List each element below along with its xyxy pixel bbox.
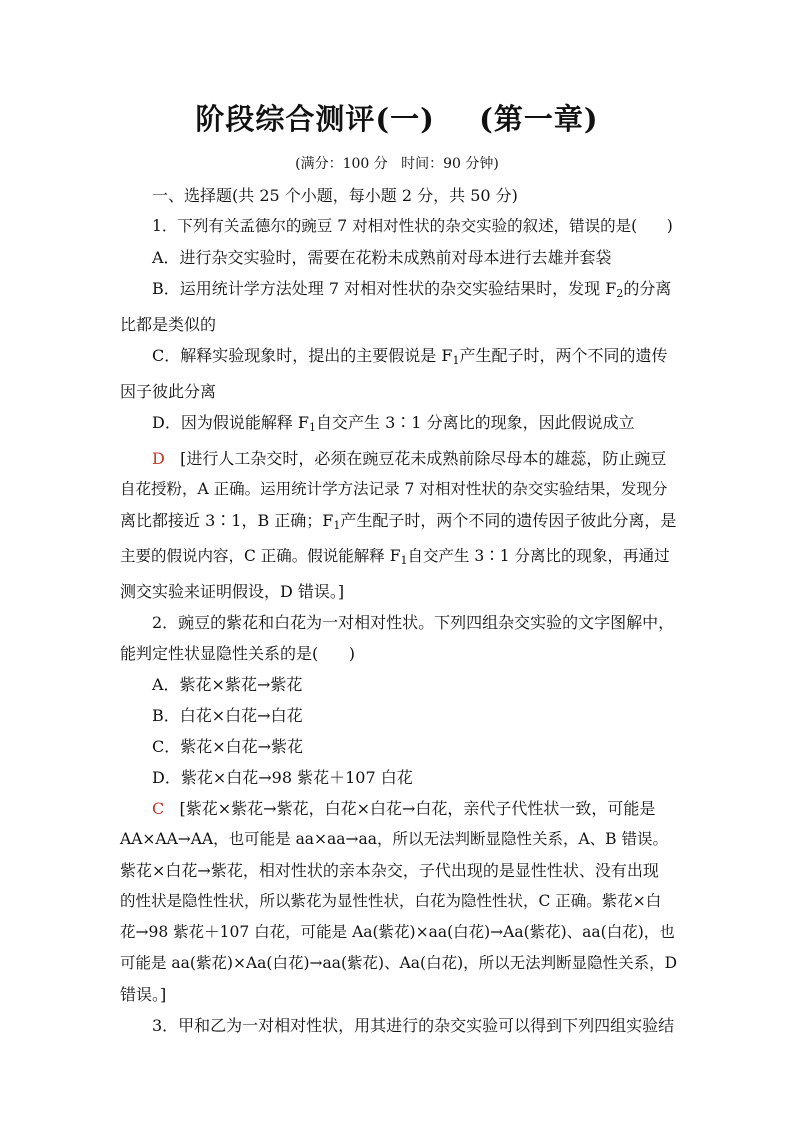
subscript: 1 [309, 421, 317, 434]
question-2-explanation-line1 [120, 793, 676, 824]
question-2-stem-line1: 2．豌豆的紫花和白花为一对相对性状。下列四组杂交实验的文字图解中， [152, 613, 675, 632]
answer-letter: C [152, 799, 165, 818]
subscript: 1 [333, 519, 341, 532]
question-2-option-c: C．紫花×白花→紫花 [152, 737, 304, 756]
question-1-stem: 1．下列有关孟德尔的豌豆 7 对相对性状的杂交实验的叙述，错误的是( ) [152, 217, 673, 235]
question-1-explanation-line4 [120, 541, 676, 576]
question-2-explanation-line4: 的性状是隐性性状，所以紫花为显性性状，白花为隐性性状，C 正确。紫花×白 [120, 892, 662, 910]
section-heading: 一、选择题(共 25 个小题，每小题 2 分，共 50 分) [152, 186, 518, 205]
question-3-stem-line1: 3．甲和乙为一对相对性状，用其进行的杂交实验可以得到下列四组实验结 [152, 1016, 675, 1035]
question-2-option-b: B．白花×白花→白花 [152, 706, 303, 725]
explanation-text: 产生配子时，两个不同的遗传因子彼此分离，是 [340, 511, 677, 530]
question-1-option-c-line2: 因子彼此分离 [120, 382, 217, 401]
question-1-option-b-line2: 比都是类似的 [120, 315, 217, 334]
question-2-stem-line2: 能判定性状显隐性关系的是( ) [120, 644, 356, 663]
question-1-explanation-line3 [120, 505, 676, 541]
option-text: 的分离 [623, 279, 672, 298]
question-2-explanation-line3: 紫花×白花→紫花，相对性状的亲本杂交，子代出现的是显性性状、没有出现 [120, 861, 659, 880]
option-text: B．运用统计学方法处理 7 对相对性状的杂交实验结果时，发现 F [152, 279, 617, 298]
question-1-explanation-line1 [120, 443, 676, 474]
question-2-explanation-line6: 可能是 aa(紫花)×Aa(白花)→aa(紫花)、Aa(白花)，所以无法判断显隐性关系，D [120, 954, 678, 972]
question-1-explanation-line2: 自花授粉，A 正确。运用统计学方法记录 7 对相对性状的杂交实验结果，发现分 [120, 480, 668, 498]
option-text: C．解释实验现象时，提出的主要假说是 F [152, 346, 453, 365]
question-2-explanation-line7: 错误。] [120, 985, 167, 1004]
option-text: 产生配子时，两个不同的遗传 [459, 346, 668, 365]
subscript: 2 [616, 287, 624, 300]
question-1-explanation-line5: 测交实验来证明假设，D 错误。] [120, 582, 345, 601]
explanation-text: [进行人工杂交时，必须在豌豆花未成熟前除尽母本的雄蕊，防止豌豆 [180, 449, 667, 468]
question-1-option-d [120, 407, 676, 443]
document-body [120, 180, 676, 1041]
question-1-option-a: A．进行杂交实验时，需要在花粉未成熟前对母本进行去雄并套袋 [152, 248, 612, 267]
page-title: 阶段综合测评(一) (第一章) [195, 102, 599, 136]
question-1-option-c-line1 [120, 340, 676, 376]
explanation-text: 离比都接近 3∶1，B 正确；F [120, 511, 334, 530]
subscript: 1 [400, 554, 408, 567]
explanation-text: 自交产生 3∶1 分离比的现象，再通过 [407, 547, 670, 565]
question-2-option-a: A．紫花×紫花→紫花 [152, 675, 303, 694]
option-text: 自交产生 3∶1 分离比的现象，因此假说成立 [316, 413, 635, 432]
answer-letter: D [152, 449, 165, 468]
question-2-explanation-line5: 花→98 紫花＋107 白花，可能是 Aa(紫花)×aa(白花)→Aa(紫花)、aa(白花)，也 [120, 923, 675, 941]
explanation-text: [紫花×紫花→紫花，白花×白花→白花，亲代子代性状一致，可能是 [179, 799, 656, 818]
option-text: D．因为假说能解释 F [152, 413, 310, 432]
question-2-explanation-line2: AA×AA→AA，也可能是 aa×aa→aa，所以无法判断显隐性关系，A、B 错误。 [120, 830, 668, 848]
exam-info: (满分：100 分 时间：90 分钟) [295, 156, 499, 172]
explanation-text: 主要的假说内容，C 正确。假说能解释 F [120, 547, 401, 565]
question-2-option-d: D．紫花×白花→98 紫花＋107 白花 [152, 768, 413, 787]
subscript: 1 [452, 354, 460, 367]
question-1-option-b-line1 [120, 273, 676, 309]
